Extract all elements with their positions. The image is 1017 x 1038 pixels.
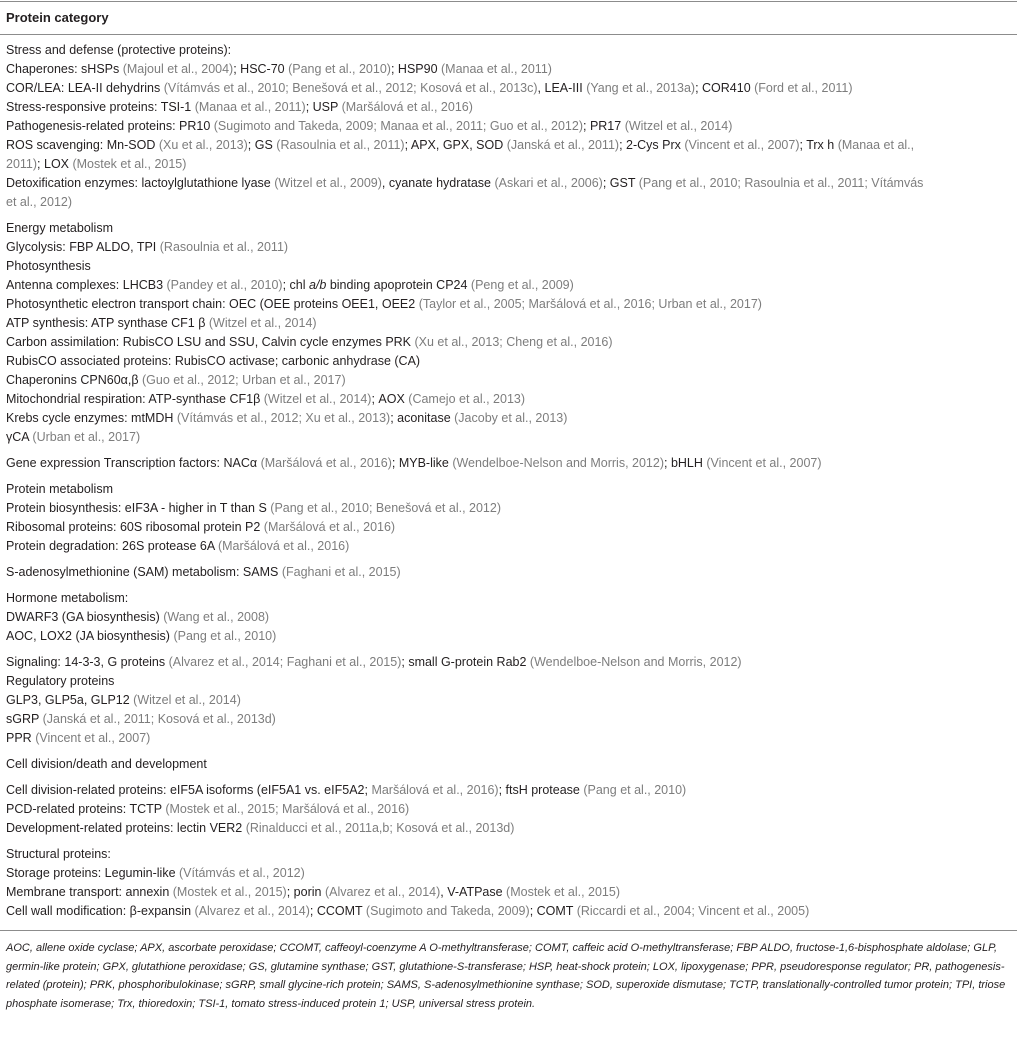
citation-text: (Taylor et al., 2005; Maršálová et al., 2016; Urban et al., 2017) [418,297,762,311]
cell-text: Glycolysis: FBP ALDO, TPI [6,240,160,254]
cell-text: Detoxification enzymes: lactoylglutathione lyase [6,176,275,190]
citation-text: (Majoul et al., 2004) [122,62,234,76]
citation-text: (Ford et al., 2011) [754,81,853,95]
table-line [6,333,1011,352]
cell-text: Structural proteins: [6,847,111,861]
table-line [6,117,1011,136]
table-row [6,653,1011,748]
table-footnote: AOC, allene oxide cyclase; APX, ascorbate peroxidase; CCOMT, caffeoyl-coenzyme A O-methyltransferase; COMT, caffeic acid O-methyltransferase; FBP ALDO, fructose-1,6-bisphosphate aldolase; GLP, germin-like protein; GPX, glutathione peroxidase; GS, glutamine synthase; GST, glutathione-S-transferase; HSP, heat-shock protein; LOX, lipoxygenase; PPR, pseudoresponse regulator; PR, pathogenesis-related (protein); PRK, phosphoribulokinase; sGRP, small glycine-rich protein; SAMS, S-adenosylmethionine synthase; SOD, superoxide dismutase; TCTP, translationally-controlled tumor protein; TPI, triose phosphate isomerase; Trx, thioredoxin; TSI-1, tomato stress-induced protein 1; USP, universal stress protein. [6,942,1006,1010]
citation-text: (Witzel et al., 2014) [208,316,317,330]
table-line [6,653,1011,672]
table-row [6,589,1011,646]
table-line [6,819,1011,838]
column-header: Protein category [6,10,109,25]
cell-text: RubisCO associated proteins: RubisCO activase; carbonic anhydrase (CA) [6,354,421,368]
table-line [6,710,1011,729]
citation-text: (Sugimoto and Takeda, 2009) [365,904,530,918]
cell-text: Cell division/death and development [6,757,207,771]
cell-text: Stress and defense (protective proteins): [6,43,232,57]
table-row [6,563,1011,582]
citation-text: (Vítámvás et al., 2012) [179,866,305,880]
table-line [6,193,1011,212]
cell-text: ; porin [286,885,325,899]
citation-text: (Janská et al., 2011; Kosová et al., 2013d) [42,712,276,726]
table-line [6,314,1011,333]
table-line [6,79,1011,98]
cell-text: Membrane transport: annexin [6,885,173,899]
cell-text: Development-related proteins: lectin VER2 [6,821,246,835]
table-line [6,691,1011,710]
citation-text: (Vítámvás et al., 2010; Benešová et al., 2012; Kosová et al., 2013c) [163,81,538,95]
citation-text: (Witzel et al., 2014) [133,693,241,707]
table-line [6,672,1011,691]
table-line [6,174,1011,193]
citation-text: (Peng et al., 2009) [470,278,574,292]
citation-text: (Wendelboe-Nelson and Morris, 2012) [529,655,742,669]
cell-text: a/b [308,278,327,292]
table-row [6,219,1011,447]
citation-text: (Janská et al., 2011) [506,138,620,152]
cell-text: Mitochondrial respiration: ATP-synthase CF1β [6,392,264,406]
table-line [6,352,1011,371]
table-line [6,428,1011,447]
citation-text: (Pang et al., 2010; Benešová et al., 2012) [270,501,501,515]
citation-text: (Maršálová et al., 2016) [260,456,392,470]
cell-text: ; LOX [37,157,73,171]
citation-text: (Witzel et al., 2014) [263,392,372,406]
cell-text: DWARF3 (GA biosynthesis) [6,610,164,624]
cell-text: ; COMT [529,904,577,918]
table-line [6,864,1011,883]
citation-text: (Jacoby et al., 2013) [454,411,568,425]
citation-text: (Maršálová et al., 2016) [341,100,473,114]
table-line [6,608,1011,627]
cell-text: ; small G-protein Rab2 [401,655,530,669]
cell-text: , V-ATPase [440,885,507,899]
cell-text: PPR [6,731,36,745]
citation-text: (Mostek et al., 2015) [72,157,187,171]
citation-text: (Manaa et al., 2011) [441,62,552,76]
cell-text: Cell division-related proteins: eIF5A isoforms (eIF5A1 vs. eIF5A2; [6,783,372,797]
cell-text: ; HSC-70 [233,62,289,76]
cell-text: Photosynthesis [6,259,91,273]
citation-text: (Sugimoto and Takeda, 2009; Manaa et al., 2011; Guo et al., 2012) [213,119,583,133]
cell-text: AOC, LOX2 (JA biosynthesis) [6,629,174,643]
citation-text: (Pang et al., 2010; Rasoulnia et al., 2011; Vítámvás [638,176,924,190]
cell-text: S-adenosylmethionine (SAM) metabolism: SAMS [6,565,282,579]
cell-text: Krebs cycle enzymes: mtMDH [6,411,177,425]
cell-text: Ribosomal proteins: 60S ribosomal protein P2 [6,520,264,534]
table-line [6,883,1011,902]
cell-text: Signaling: 14-3-3, G proteins [6,655,169,669]
citation-text: (Rasoulnia et al., 2011) [159,240,289,254]
cell-text: Pathogenesis-related proteins: PR10 [6,119,214,133]
citation-text: (Vincent et al., 2007) [35,731,151,745]
table-line [6,454,1011,473]
table-line [6,499,1011,518]
cell-text: ; APX, GPX, SOD [404,138,507,152]
cell-text: , LEA-III [537,81,587,95]
citation-text: (Mostek et al., 2015) [172,885,287,899]
cell-text: ; GST [602,176,639,190]
table-line [6,60,1011,79]
cell-text: ; PR17 [583,119,625,133]
table-line [6,295,1011,314]
cell-text: GLP3, GLP5a, GLP12 [6,693,134,707]
cell-text: Stress-responsive proteins: TSI-1 [6,100,195,114]
citation-text: (Vítámvás et al., 2012; Xu et al., 2013) [176,411,391,425]
citation-text: (Yang et al., 2013a) [586,81,696,95]
cell-text: ; COR410 [695,81,755,95]
table-line [6,371,1011,390]
cell-text: Carbon assimilation: RubisCO LSU and SSU, Calvin cycle enzymes PRK [6,335,415,349]
cell-text: ; aconitase [390,411,455,425]
table-row [6,41,1011,212]
cell-text: ; USP [305,100,342,114]
cell-text: Hormone metabolism: [6,591,129,605]
cell-text: ROS scavenging: Mn-SOD [6,138,159,152]
citation-text: (Rinalducci et al., 2011a,b; Kosová et al., 2013d) [245,821,515,835]
table-line [6,155,1011,174]
table-body [6,41,1011,928]
cell-text: Protein degradation: 26S protease 6A [6,539,218,553]
table-row [6,781,1011,838]
cell-text: γCA [6,430,33,444]
citation-text: (Manaa et al., 2011) [194,100,306,114]
citation-text: (Guo et al., 2012; Urban et al., 2017) [142,373,346,387]
table-line [6,480,1011,499]
table-line [6,589,1011,608]
cell-text: ; 2-Cys Prx [619,138,685,152]
table-line [6,257,1011,276]
table-row [6,454,1011,473]
citation-text: (Wendelboe-Nelson and Morris, 2012) [452,456,664,470]
citation-text: (Witzel et al., 2009) [274,176,382,190]
cell-text: ; HSP90 [390,62,441,76]
cell-text: Chaperonins CPN60α,β [6,373,143,387]
bottom-rule [0,930,1017,931]
citation-text: (Pang et al., 2010) [288,62,391,76]
citation-text: (Alvarez et al., 2014) [324,885,441,899]
citation-text: (Urban et al., 2017) [32,430,141,444]
table-line [6,98,1011,117]
table-line [6,755,1011,774]
citation-text: (Xu et al., 2013; Cheng et al., 2016) [414,335,613,349]
citation-text: (Alvarez et al., 2014; Faghani et al., 2015) [168,655,402,669]
cell-text: Protein biosynthesis: eIF3A - higher in T than S [6,501,271,515]
cell-text: ; chl [282,278,309,292]
table-row [6,480,1011,556]
cell-text: ; MYB-like [391,456,453,470]
table-line [6,845,1011,864]
header-rule [0,34,1017,35]
cell-text: Regulatory proteins [6,674,115,688]
citation-text: (Vincent et al., 2007) [684,138,800,152]
citation-text: et al., 2012) [6,195,73,209]
cell-text: ; CCOMT [309,904,366,918]
citation-text: (Pang et al., 2010) [583,783,687,797]
cell-text: sGRP [6,712,43,726]
citation-text: (Manaa et al., [837,138,915,152]
table-line [6,238,1011,257]
table-line [6,276,1011,295]
cell-text: Storage proteins: Legumin-like [6,866,180,880]
table-row [6,755,1011,774]
table-line [6,518,1011,537]
citation-text: (Askari et al., 2006) [494,176,603,190]
table-line [6,781,1011,800]
table-row [6,845,1011,921]
cell-text: ; AOX [371,392,409,406]
cell-text: PCD-related proteins: TCTP [6,802,166,816]
table-line [6,219,1011,238]
citation-text: 2011) [6,157,38,171]
citation-text: (Wang et al., 2008) [163,610,270,624]
table-line [6,136,1011,155]
citation-text: (Maršálová et al., 2016) [217,539,350,553]
cell-text: ; Trx h [799,138,838,152]
table-line [6,627,1011,646]
cell-text: Protein metabolism [6,482,113,496]
table-line [6,41,1011,60]
citation-text: (Witzel et al., 2014) [624,119,733,133]
citation-text: (Pandey et al., 2010) [166,278,283,292]
citation-text: (Pang et al., 2010) [173,629,277,643]
citation-text: (Riccardi et al., 2004; Vincent et al., 2005) [576,904,810,918]
table-line [6,563,1011,582]
citation-text: Maršálová et al., 2016) [371,783,499,797]
top-rule [0,1,1017,2]
cell-text: COR/LEA: LEA-II dehydrins [6,81,164,95]
table-line [6,800,1011,819]
cell-text: Cell wall modification: β-expansin [6,904,195,918]
cell-text: ; bHLH [664,456,707,470]
citation-text: (Camejo et al., 2013) [408,392,526,406]
citation-text: (Faghani et al., 2015) [281,565,401,579]
citation-text: (Mostek et al., 2015) [506,885,620,899]
cell-text: Photosynthetic electron transport chain: OEC (OEE proteins OEE1, OEE2 [6,297,419,311]
citation-text: (Alvarez et al., 2014) [194,904,310,918]
cell-text: Energy metabolism [6,221,113,235]
citation-text: (Vincent et al., 2007) [706,456,822,470]
cell-text: Chaperones: sHSPs [6,62,123,76]
table-line [6,729,1011,748]
cell-text: ; ftsH protease [498,783,584,797]
cell-text: , cyanate hydratase [381,176,495,190]
table-line [6,537,1011,556]
citation-text: (Xu et al., 2013) [158,138,248,152]
table-line [6,409,1011,428]
citation-text: (Rasoulnia et al., 2011) [276,138,405,152]
cell-text: ; GS [247,138,277,152]
cell-text: ATP synthesis: ATP synthase CF1 β [6,316,209,330]
citation-text: (Maršálová et al., 2016) [263,520,396,534]
table-line [6,902,1011,921]
cell-text: binding apoprotein CP24 [326,278,471,292]
cell-text: Gene expression Transcription factors: NACα [6,456,261,470]
citation-text: (Mostek et al., 2015; Maršálová et al., 2016) [165,802,410,816]
table-line [6,390,1011,409]
cell-text: Antenna complexes: LHCB3 [6,278,167,292]
